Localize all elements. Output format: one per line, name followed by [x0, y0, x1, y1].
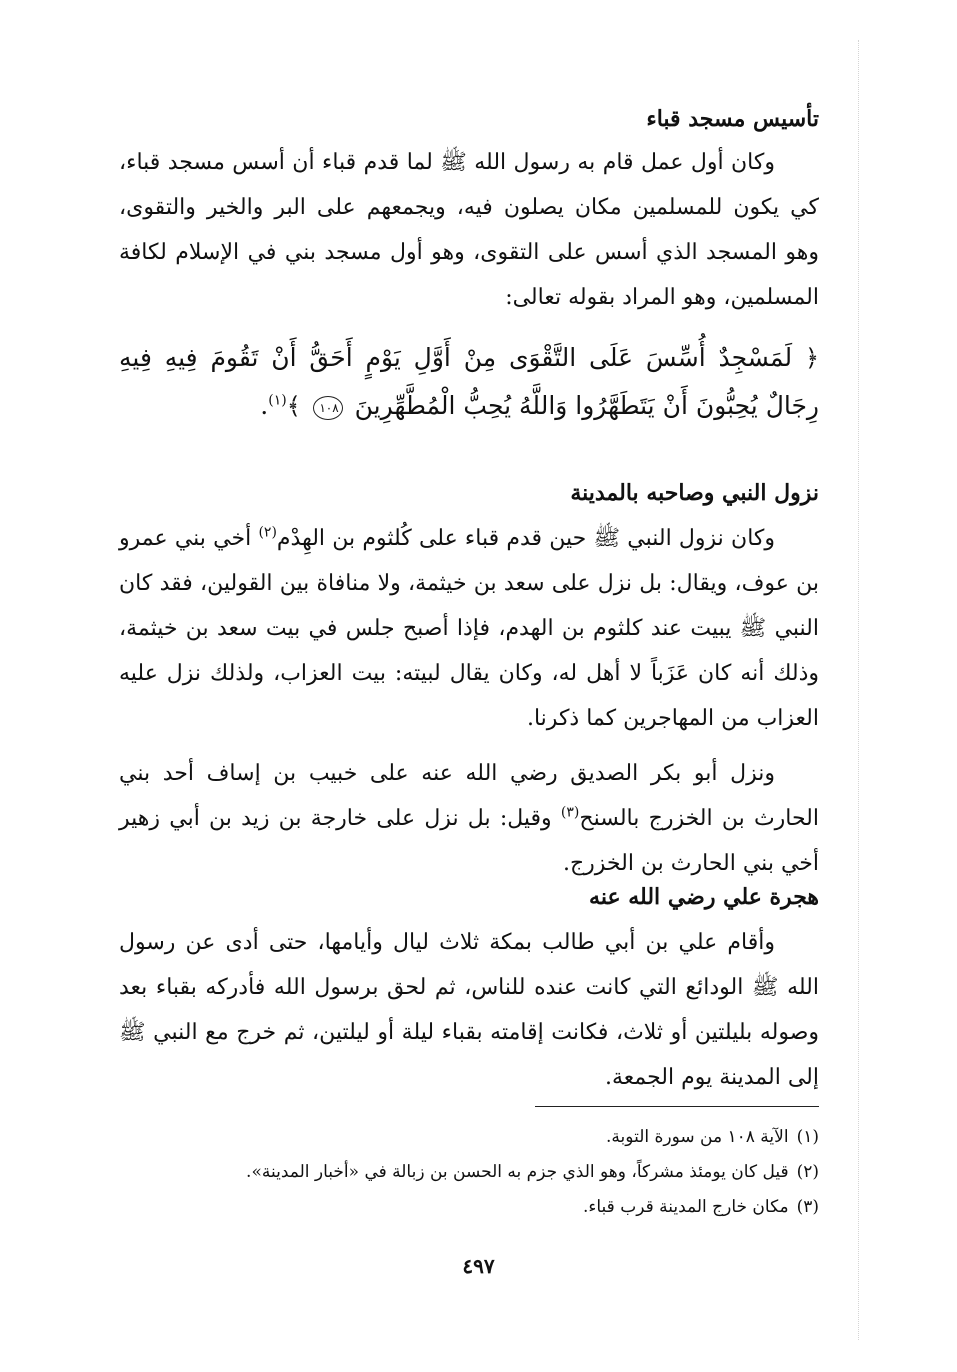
footnote-text: مكان خارج المدينة قرب قباء. [582, 1197, 789, 1217]
section-paragraph-2 [119, 751, 819, 886]
paragraph-text: وكان نزول النبي ﷺ حين قدم قباء على كُلثوم بن الهِدْم [276, 526, 775, 551]
section-paragraph: وكان أول عمل قام به رسول الله ﷺ لما قدم قباء أن أسس مسجد قباء، كي يكون للمسلمين مكان يصلون فيه، ويجمعهم على البر والخير والتقوى، وهو المسجد الذي أسس على التقوى، وهو أول مسجد بني في الإسلام لكافة المسلمين، وهو المراد بقوله تعالى: [119, 150, 819, 310]
quran-verse-text: ﴿ لَمَسْجِدٌ أُسِّسَ عَلَى التَّقْوَى مِنْ أَوَّلِ يَوْمٍ أَحَقُّ أَنْ تَقُومَ فِيهِ فِيهِ رِجَالٌ يُحِبُّونَ أَنْ يَتَطَهَّرُوا وَاللَّهُ يُحِبُّ الْمُطَّهِّرِينَ ١٠٨ ﴾$^{(١)}$. [119, 343, 820, 420]
paragraph-text: وقيل: بل نزل على خارجة بن زيد بن أبي زهير أخي بني الحارث بن الخزرج. [119, 806, 819, 876]
footnote-ref: (١) [268, 392, 287, 409]
footnote-item [119, 1155, 819, 1190]
section-heading: هجرة علي رضي الله عنه [589, 884, 819, 910]
footnote-item [119, 1190, 819, 1225]
footnote-ref: (٣) [560, 804, 580, 821]
section-arrival-medina [119, 478, 819, 886]
footnote-text: قيل كان يومئذ مشركاً، وهو الذي جزم به الحسن بن زبالة في «أخبار المدينة». [246, 1162, 789, 1182]
section-paragraph: وأقام علي بن أبي طالب بمكة ثلاث ليال وأيامها، حتى أدى عن رسول الله ﷺ الودائع التي كانت عنده للناس، ثم لحق برسول الله فأدركه بقباء بعد وصوله بليلتين أو ثلاث، فكانت إقامته بقباء ليلة أو ليلتين، ثم خرج مع النبي ﷺ إلى المدينة يوم الجمعة. [119, 930, 819, 1090]
verse-close-bracket: ﴾ [286, 392, 301, 420]
footnote-ref: (٢) [258, 524, 277, 541]
paragraph-text: ونزل أبو بكر الصديق رضي الله عنه على خبيب بن إساف أحد بني الحارث بن الخزرج بالسنح [119, 761, 819, 831]
page-number: ٤٩٧ [462, 1254, 495, 1278]
footnote-text: الآية ١٠٨ من سورة التوبة. [606, 1127, 789, 1147]
footnote-number: (١) [796, 1127, 819, 1147]
ayah-number-mark: ١٠٨ [313, 396, 343, 420]
quran-verse [119, 334, 819, 430]
footnote-separator [535, 1106, 819, 1107]
section-heading: تأسيس مسجد قباء [646, 106, 819, 132]
footnote-number: (٣) [796, 1197, 819, 1217]
section-ali-hijra [119, 882, 819, 1100]
footnotes [119, 1120, 819, 1225]
section-masjid-quba [119, 104, 819, 320]
section-heading: نزول النبي وصاحبه بالمدينة [570, 480, 819, 506]
footnote-item [119, 1120, 819, 1155]
verse-text: لَمَسْجِدٌ أُسِّسَ عَلَى التَّقْوَى مِنْ أَوَّلِ يَوْمٍ أَحَقُّ أَنْ تَقُومَ فِيهِ فِيهِ رِجَالٌ يُحِبُّونَ أَنْ يَتَطَهَّرُوا وَاللَّهُ يُحِبُّ الْمُطَّهِّرِينَ [119, 343, 819, 420]
page-edge-dots [858, 40, 861, 1340]
paragraph-text: أخي بني عمرو بن عوف، ويقال: بل نزل على سعد بن خيثمة، ولا منافاة بين القولين، فقد كان النبي ﷺ يبيت عند كلثوم بن الهدم، فإذا أصبح جلس في بيت سعد بن خيثمة، وذلك أنه كان عَزَباً لا أهل له، وكان يقال لبيته: بيت العزاب، ولذلك نزل عليه العزاب من المهاجرين كما ذكرنا. [119, 526, 819, 731]
verse-open-bracket: ﴿ [804, 344, 820, 372]
footnote-number: (٢) [796, 1162, 819, 1182]
section-paragraph-1 [119, 516, 819, 741]
